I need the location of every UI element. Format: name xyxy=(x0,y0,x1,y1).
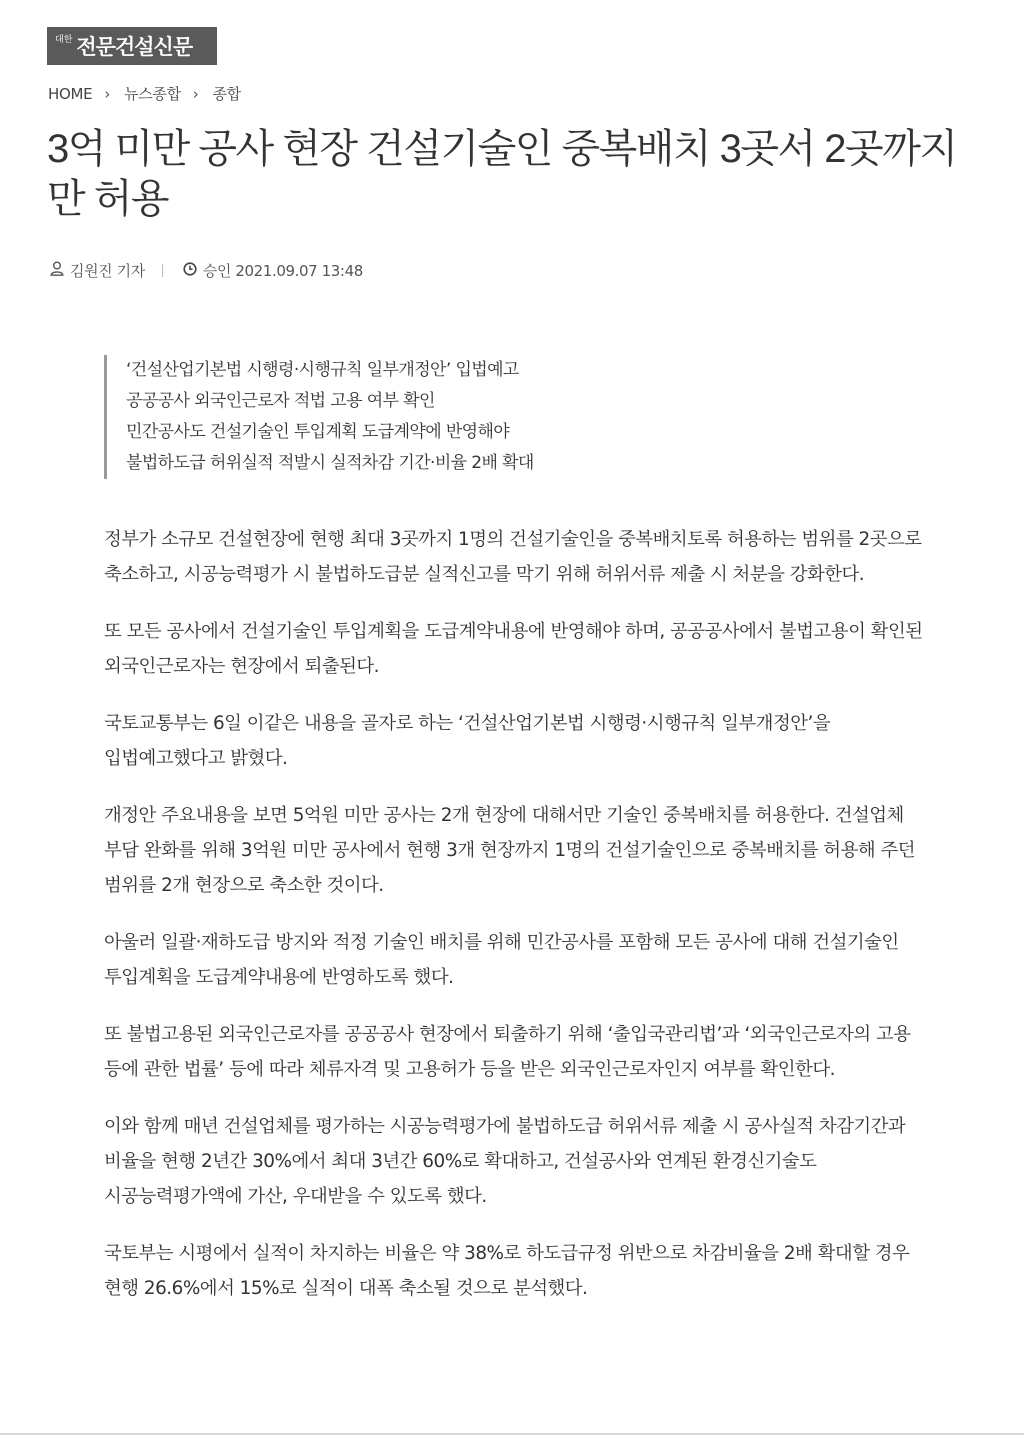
body-paragraph: 정부가 소규모 건설현장에 현행 최대 3곳까지 1명의 건설기술인을 중복배치토록 허용하는 범위를 2곳으로 축소하고, 시공능력평가 시 불법하도급분 실적신고를 막기 위해 허위서류 제출 시 처분을 강화한다. xyxy=(104,529,922,585)
approved-datetime: 승인 2021.09.07 13:48 xyxy=(202,262,363,280)
chevron-right-icon: › xyxy=(192,84,199,103)
summary-line: 민간공사도 건설기술인 투입계획 도급계약에 반영해야 xyxy=(126,422,510,442)
breadcrumb-general[interactable]: 종합 xyxy=(212,85,241,103)
breadcrumb-news[interactable]: 뉴스종합 xyxy=(124,85,181,103)
meta-divider xyxy=(162,264,163,277)
logo-main-text: 전문건설신문 xyxy=(76,35,193,59)
body-paragraph: 아울러 일괄·재하도급 방지와 적정 기술인 배치를 위해 민간공사를 포함해 모든 공사에 대해 건설기술인 투입계획을 도급계약내용에 반영하도록 했다. xyxy=(104,932,899,988)
breadcrumb xyxy=(48,83,241,104)
body-paragraph: 국토부는 시평에서 실적이 차지하는 비율은 약 38%로 하도급규정 위반으로 차감비율을 2배 확대할 경우 현행 26.6%에서 15%로 실적이 대폭 축소될 것으로 분석했다. xyxy=(104,1243,910,1299)
breadcrumb-home[interactable]: HOME xyxy=(48,84,93,103)
clock-icon xyxy=(183,262,197,280)
body-paragraph: 또 모든 공사에서 건설기술인 투입계획을 도급계약내용에 반영해야 하며, 공공공사에서 불법고용이 확인된 외국인근로자는 현장에서 퇴출된다. xyxy=(104,621,923,677)
site-logo[interactable] xyxy=(47,27,217,65)
summary-line: 공공공사 외국인근로자 적법 고용 여부 확인 xyxy=(126,391,435,411)
article-title: 3억 미만 공사 현장 건설기술인 중복배치 3곳서 2곳까지만 허용 xyxy=(47,127,957,221)
footer-divider xyxy=(0,1433,1024,1435)
summary-line: ‘건설산업기본법 시행령·시행규칙 일부개정안’ 입법예고 xyxy=(126,360,519,380)
article-summary xyxy=(104,355,534,479)
body-paragraph: 이와 함께 매년 건설업체를 평가하는 시공능력평가에 불법하도급 허위서류 제출 시 공사실적 차감기간과 비율을 현행 2년간 30%에서 최대 3년간 60%로 확대하고, 건설공사와 연계된 환경신기술도 시공능력평가액에 가산, 우대받을 수 있도록 했다. xyxy=(104,1116,906,1207)
article-meta xyxy=(50,260,363,281)
logo-small-text: 대한 xyxy=(55,35,73,45)
body-paragraph: 개정안 주요내용을 보면 5억원 미만 공사는 2개 현장에 대해서만 기술인 중복배치를 허용한다. 건설업체 부담 완화를 위해 3억원 미만 공사에서 현행 3개 현장까지 1명의 건설기술인으로 중복배치를 허용해 주던 범위를 2개 현장으로 축소한 것이다. xyxy=(104,805,915,896)
body-paragraph: 또 불법고용된 외국인근로자를 공공공사 현장에서 퇴출하기 위해 ‘출입국관리법’과 ‘외국인근로자의 고용 등에 관한 법률’ 등에 따라 체류자격 및 고용허가 등을 받은 외국인근로자인지 여부를 확인한다. xyxy=(104,1024,911,1080)
summary-line: 불법하도급 허위실적 적발시 실적차감 기간·비율 2배 확대 xyxy=(126,453,534,473)
chevron-right-icon: › xyxy=(104,84,111,103)
article-body xyxy=(104,522,926,1328)
body-paragraph: 국토교통부는 6일 이같은 내용을 골자로 하는 ‘건설산업기본법 시행령·시행규칙 일부개정안’을 입법예고했다고 밝혔다. xyxy=(104,713,831,769)
author-name: 김원진 기자 xyxy=(70,262,145,280)
user-icon xyxy=(50,261,64,280)
